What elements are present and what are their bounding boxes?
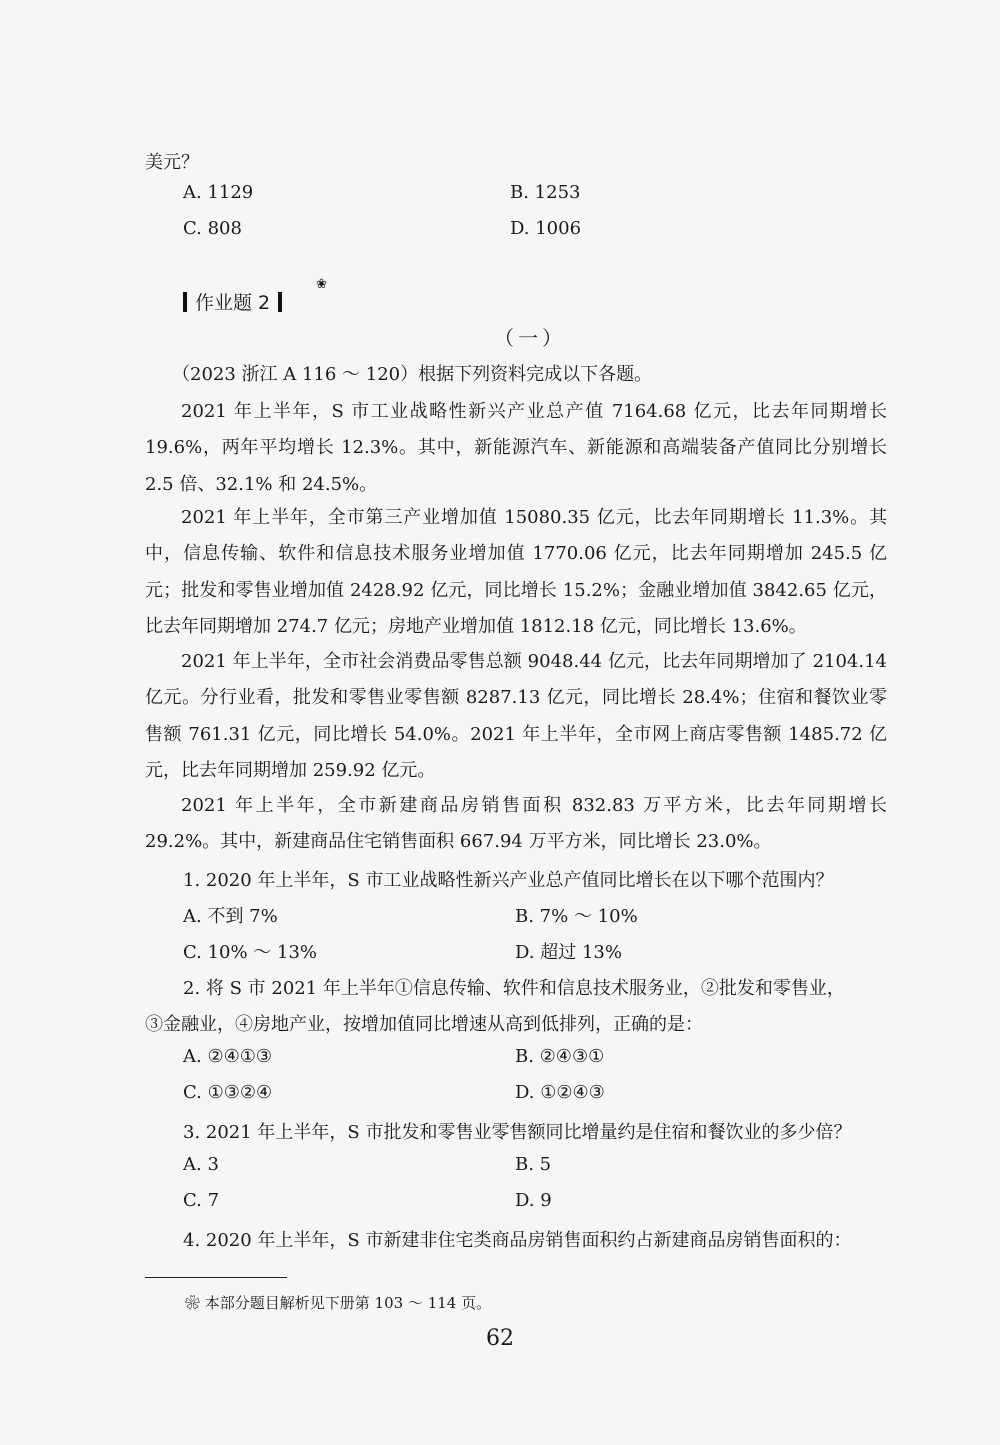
question-2-stem-line1: 2. 将 S 市 2021 年上半年①信息传输、软件和信息技术服务业，②批发和零售业， <box>183 978 845 999</box>
prev-option-a: A. 1129 <box>183 182 254 203</box>
prev-option-b: B. 1253 <box>510 182 581 203</box>
footnote: ❀ 本部分题目解析见下册第 103 ～ 114 页。 <box>185 1294 492 1312</box>
q1-option-b: B. 7% ～ 10% <box>515 906 638 927</box>
section-heading <box>183 288 282 315</box>
material-paragraph-3: 2021 年上半年，全市社会消费品零售总额 9048.44 亿元，比去年同期增加了 2104.14 亿元。分行业看，批发和零售业零售额 8287.13 亿元，同比增长 28.4%；住宿和餐饮业零售额 761.31 亿元，同比增长 54.0%。2021 年上半年，全市网上商店零售额 1485.72 亿元，比去年同期增加 259.92 亿元。 <box>145 651 887 782</box>
prev-option-c: C. 808 <box>183 218 242 239</box>
q2-option-d: D. ①②④③ <box>515 1082 605 1103</box>
question-1-stem: 1. 2020 年上半年，S 市工业战略性新兴产业总产值同比增长在以下哪个范围内？ <box>183 870 834 891</box>
footnote-flower-icon: ❀ <box>316 277 327 292</box>
previous-question-tail: 美元？ <box>145 152 199 173</box>
q1-option-d: D. 超过 13% <box>515 942 622 963</box>
q1-option-a: A. 不到 7% <box>183 906 278 927</box>
page-number: 62 <box>486 1326 514 1351</box>
section-title: 作业题 2 <box>195 292 271 314</box>
heading-right-bar <box>278 292 282 312</box>
footnote-divider <box>145 1277 287 1278</box>
q2-option-a: A. ②④①③ <box>183 1046 272 1067</box>
question-4-stem: 4. 2020 年上半年，S 市新建非住宅类商品房销售面积约占新建商品房销售面积的： <box>183 1230 852 1251</box>
section-subtitle: （一） <box>494 326 566 350</box>
question-3-stem: 3. 2021 年上半年，S 市批发和零售业零售额同比增量约是住宿和餐饮业的多少倍？ <box>183 1122 852 1143</box>
q1-option-c: C. 10% ～ 13% <box>183 942 318 963</box>
q2-option-c: C. ①③②④ <box>183 1082 273 1103</box>
material-paragraph-2: 2021 年上半年，全市第三产业增加值 15080.35 亿元，比去年同期增长 11.3%。其中，信息传输、软件和信息技术服务业增加值 1770.06 亿元，比去年同期增加 245.5 亿元；批发和零售业增加值 2428.92 亿元，同比增长 15.2%；金融业增加值 3842.65 亿元，比去年同期增加 274.7 亿元；房地产业增加值 1812.18 亿元，同比增长 13.6%。 <box>145 507 887 638</box>
q3-option-a: A. 3 <box>183 1154 219 1175</box>
q3-option-d: D. 9 <box>515 1190 552 1211</box>
material-paragraph-1: 2021 年上半年，S 市工业战略性新兴产业总产值 7164.68 亿元，比去年同期增长 19.6%，两年平均增长 12.3%。其中，新能源汽车、新能源和高端装备产值同比分别增长 2.5 倍、32.1% 和 24.5%。 <box>145 401 887 495</box>
q3-option-c: C. 7 <box>183 1190 220 1211</box>
q2-option-b: B. ②④③① <box>515 1046 605 1067</box>
prev-option-d: D. 1006 <box>510 218 582 239</box>
source-line: （2023 浙江 A 116 ～ 120）根据下列资料完成以下各题。 <box>172 364 653 385</box>
q3-option-b: B. 5 <box>515 1154 552 1175</box>
heading-left-bar <box>183 292 187 312</box>
question-2-stem-line2: ③金融业，④房地产业，按增加值同比增速从高到低排列，正确的是： <box>145 1014 703 1035</box>
material-paragraph-4: 2021 年上半年，全市新建商品房销售面积 832.83 万平方米，比去年同期增长 29.2%。其中，新建商品住宅销售面积 667.94 万平方米，同比增长 23.0%。 <box>145 795 887 853</box>
